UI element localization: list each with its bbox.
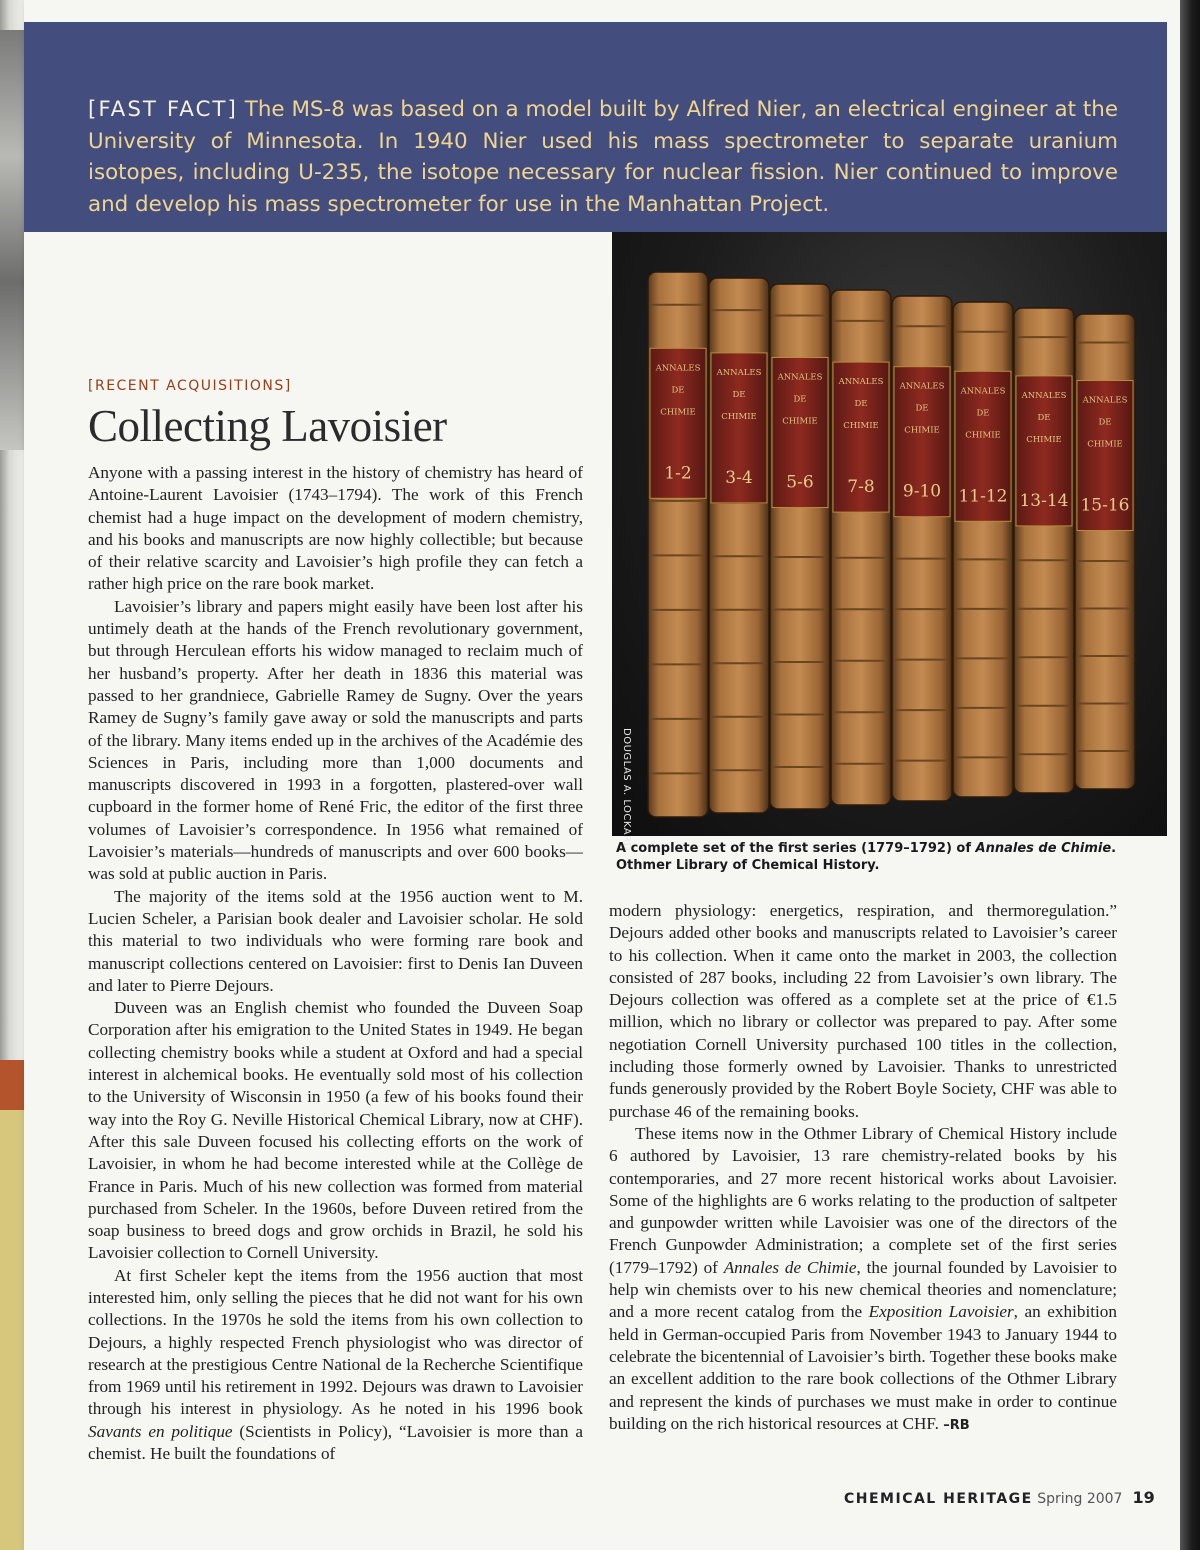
article-paragraph bbox=[88, 1265, 583, 1466]
photo-credit: DOUGLAS A. LOCKARD bbox=[621, 728, 632, 851]
article-paragraph: Lavoisier’s library and papers might easily have been lost after his untimely death at the hands of the French revolutionary government, but through Herculean efforts his widow managed to reclaim much of her husband’s property. After her death in 1836 this material was passed to her grandniece, Gabrielle Ramey de Sugny. Over the years Ramey de Sugny’s family gave away or sold the manuscripts and parts of the library. Many items ended up in the archives of the Académie des Sciences in Paris, including more than 1,000 documents and manuscripts discovered in 1993 in a forgotten, plastered-over wall cupboard in the former home of René Fric, the editor of the first three volumes of Lavoisier’s correspondence. In 1956 what remained of Lavoisier’s materials—hundreds of manuscripts and over 600 books—was sold at public auction in Paris. bbox=[88, 596, 583, 884]
svg-text:CHIMIE: CHIMIE bbox=[660, 407, 696, 418]
svg-text:CHIMIE: CHIMIE bbox=[843, 421, 879, 432]
article-headline: Collecting Lavoisier bbox=[88, 401, 447, 451]
paragraph-text: (Scientists in Policy), “Lavoisier is more than a chemist. He built the foundations of bbox=[88, 1421, 583, 1464]
svg-text:15-16: 15-16 bbox=[1080, 495, 1130, 516]
page-sheet bbox=[24, 0, 1180, 1550]
book-spine bbox=[1014, 308, 1074, 793]
book-spine bbox=[1075, 314, 1135, 789]
fast-fact-label: [FAST FACT] bbox=[88, 97, 238, 122]
svg-text:DE: DE bbox=[1037, 412, 1051, 423]
page-footer bbox=[844, 1488, 1155, 1507]
caption-text-2: . Othmer Library of Chemical History. bbox=[616, 841, 1117, 873]
article-paragraph: modern physiology: energetics, respiration, and thermoregulation.” Dejours added other books and manuscripts related to Lavoisier’s career to his collection. When it came onto the market in 2003, the collection consisted of 287 books, including 22 from Lavoisier’s own library. The Dejours collection was offered as a complete set at the price of €1.5 million, which no library or collector was prepared to pay. After some negotiation Cornell University purchased 100 titles in the collection, including those formerly owned by Lavoisier. Thanks to unrestricted funds generously provided by the Robert Boyle Society, CHF was able to purchase 46 of the remaining books. bbox=[609, 901, 1117, 1121]
book-spine bbox=[648, 272, 708, 817]
article-column-left bbox=[88, 462, 583, 1465]
svg-text:ANNALES: ANNALES bbox=[899, 381, 945, 392]
svg-text:CHIMIE: CHIMIE bbox=[782, 416, 818, 427]
paragraph-text: At first Scheler kept the items from the 1956 auction that most interested him, only selling the pieces that he did not want for his own collections. In the 1970s he sold the items from his own collection to Dejours, a highly respected French physiologist who was director of research at the prestigious Centre National de la Recherche Scientifique from 1969 until his retirement in 1992. Dejours was drawn to Lavoisier through his interest in physiology. As he noted in his 1996 book bbox=[88, 1265, 583, 1419]
svg-text:ANNALES: ANNALES bbox=[1021, 390, 1067, 401]
book-spines-illustration bbox=[612, 232, 1167, 836]
svg-text:9-10: 9-10 bbox=[902, 481, 942, 502]
article-paragraph: The majority of the items sold at the 1956 auction went to M. Lucien Scheler, a Parisian book dealer and Lavoisier scholar. He sold this material to two individuals who were forming rare book and manuscript collections centered on Lavoisier: first to Denis Ian Duveen and later to Pierre Dejours. bbox=[88, 886, 583, 995]
article-column-right bbox=[609, 900, 1117, 1437]
svg-text:DE: DE bbox=[732, 389, 746, 400]
annales-de-chimie-photo bbox=[612, 232, 1167, 836]
svg-text:ANNALES: ANNALES bbox=[838, 377, 884, 388]
svg-text:ANNALES: ANNALES bbox=[960, 386, 1006, 397]
svg-text:CHIMIE: CHIMIE bbox=[965, 430, 1001, 441]
book-spine bbox=[953, 302, 1013, 797]
fast-fact-body: The MS-8 was based on a model built by Alfred Nier, an electrical engineer at the University of Minnesota. In 1940 Nier used his mass spectrometer to separate uranium isotopes, including U-235, the isotope necessary for nuclear fission. Nier continued to improve and develop his mass spectrometer for use in the Manhattan Project. bbox=[88, 97, 1118, 217]
svg-text:1-2: 1-2 bbox=[664, 463, 692, 484]
svg-text:11-12: 11-12 bbox=[958, 486, 1008, 507]
svg-text:5-6: 5-6 bbox=[786, 472, 814, 493]
svg-text:7-8: 7-8 bbox=[847, 477, 875, 498]
scanner-right-edge bbox=[1180, 0, 1200, 1550]
svg-text:DE: DE bbox=[793, 394, 807, 405]
book-title: Savants en politique bbox=[88, 1421, 233, 1441]
svg-text:3-4: 3-4 bbox=[725, 467, 753, 488]
book-spine bbox=[709, 278, 769, 813]
adjacent-page-edge bbox=[0, 0, 24, 1550]
journal-title: Annales de Chimie bbox=[723, 1257, 857, 1277]
book-spine bbox=[770, 284, 830, 809]
svg-text:DE: DE bbox=[1098, 417, 1112, 428]
svg-text:ANNALES: ANNALES bbox=[1082, 395, 1128, 406]
magazine-name: CHEMICAL HERITAGE bbox=[844, 1491, 1033, 1507]
svg-text:ANNALES: ANNALES bbox=[716, 367, 762, 378]
caption-text-1: A complete set of the first series (1779–1792) of bbox=[616, 841, 976, 856]
article-paragraph: Anyone with a passing interest in the history of chemistry has heard of Antoine-Laurent Lavoisier (1743–1794). The work of this French chemist had a huge impact on the development of modern chemistry, and his books and manuscripts are now highly collectible; but because of their relative scarcity and Lavoisier’s high profile they can fetch a rather high price on the rare book market. bbox=[88, 463, 583, 594]
section-kicker: [RECENT ACQUISITIONS] bbox=[88, 378, 292, 394]
adjacent-page-photo-sliver bbox=[0, 30, 24, 450]
fast-fact-text bbox=[88, 94, 1118, 220]
paragraph-text: , an exhibition held in German-occupied Paris from November 1943 to January 1944 to celebrate the bicentennial of Lavoisier’s birth. Together these books make an excellent addition to the rare book collections of the Othmer Library and represent the kinds of purchases we must make in order to continue building on the rich historical resources at CHF. bbox=[609, 1302, 1117, 1433]
svg-text:CHIMIE: CHIMIE bbox=[904, 425, 940, 436]
svg-text:DE: DE bbox=[976, 408, 990, 419]
svg-text:ANNALES: ANNALES bbox=[655, 363, 701, 374]
adjacent-page-yellow-band bbox=[0, 1110, 24, 1550]
svg-text:CHIMIE: CHIMIE bbox=[1026, 434, 1062, 445]
svg-text:CHIMIE: CHIMIE bbox=[721, 411, 757, 422]
author-initials: –RB bbox=[943, 1417, 970, 1433]
article-paragraph bbox=[609, 1123, 1117, 1437]
svg-text:CHIMIE: CHIMIE bbox=[1087, 439, 1123, 450]
paragraph-text: These items now in the Othmer Library of Chemical History include 6 authored by Lavoisier, 13 rare chemistry-related books by his contemporaries, and 27 more recent historical works about Lavoisier. Some of the highlights are 6 works relating to the production of saltpeter and gunpowder written while Lavoisier was one of the directors of the French Gunpowder Administration; a complete set of the first series (1779–1792) of bbox=[609, 1123, 1117, 1277]
fast-fact-banner bbox=[24, 22, 1167, 232]
paragraph-text: , the journal founded by Lavoisier to help win chemists over to his new chemical theories and nomenclature; and a more recent catalog from the bbox=[609, 1257, 1118, 1322]
svg-text:DE: DE bbox=[915, 403, 929, 414]
article-paragraph: Duveen was an English chemist who founded the Duveen Soap Corporation after his emigration to the United States in 1949. He began collecting chemistry books while a student at Oxford and had a special interest in alchemical books. He eventually sold most of his collection to the University of Wisconsin in 1950 (a few of his books found their way into the Roy G. Neville Historical Chemical Library, now at CHF). After this sale Duveen focused his collecting efforts on the work of Lavoisier, in whom he had become interested while at the Collège de France in Paris. Much of his new collection was formed from material purchased from Scheler. In the 1960s, before Duveen retired from the soap business to breed dogs and grow orchids in Brazil, he sold his Lavoisier collection to Cornell University. bbox=[88, 998, 583, 1263]
caption-publication-title: Annales de Chimie bbox=[975, 841, 1112, 856]
svg-text:DE: DE bbox=[671, 385, 685, 396]
page-number: 19 bbox=[1132, 1488, 1155, 1507]
exhibition-title: Exposition Lavoisier bbox=[868, 1302, 1014, 1322]
issue-date: Spring 2007 bbox=[1037, 1491, 1123, 1507]
book-spine bbox=[892, 296, 952, 801]
book-spine bbox=[831, 290, 891, 805]
svg-text:ANNALES: ANNALES bbox=[777, 372, 823, 383]
photo-caption bbox=[616, 840, 1136, 874]
svg-text:13-14: 13-14 bbox=[1019, 490, 1069, 511]
svg-text:DE: DE bbox=[854, 399, 868, 410]
adjacent-page-orange-band bbox=[0, 1060, 24, 1110]
